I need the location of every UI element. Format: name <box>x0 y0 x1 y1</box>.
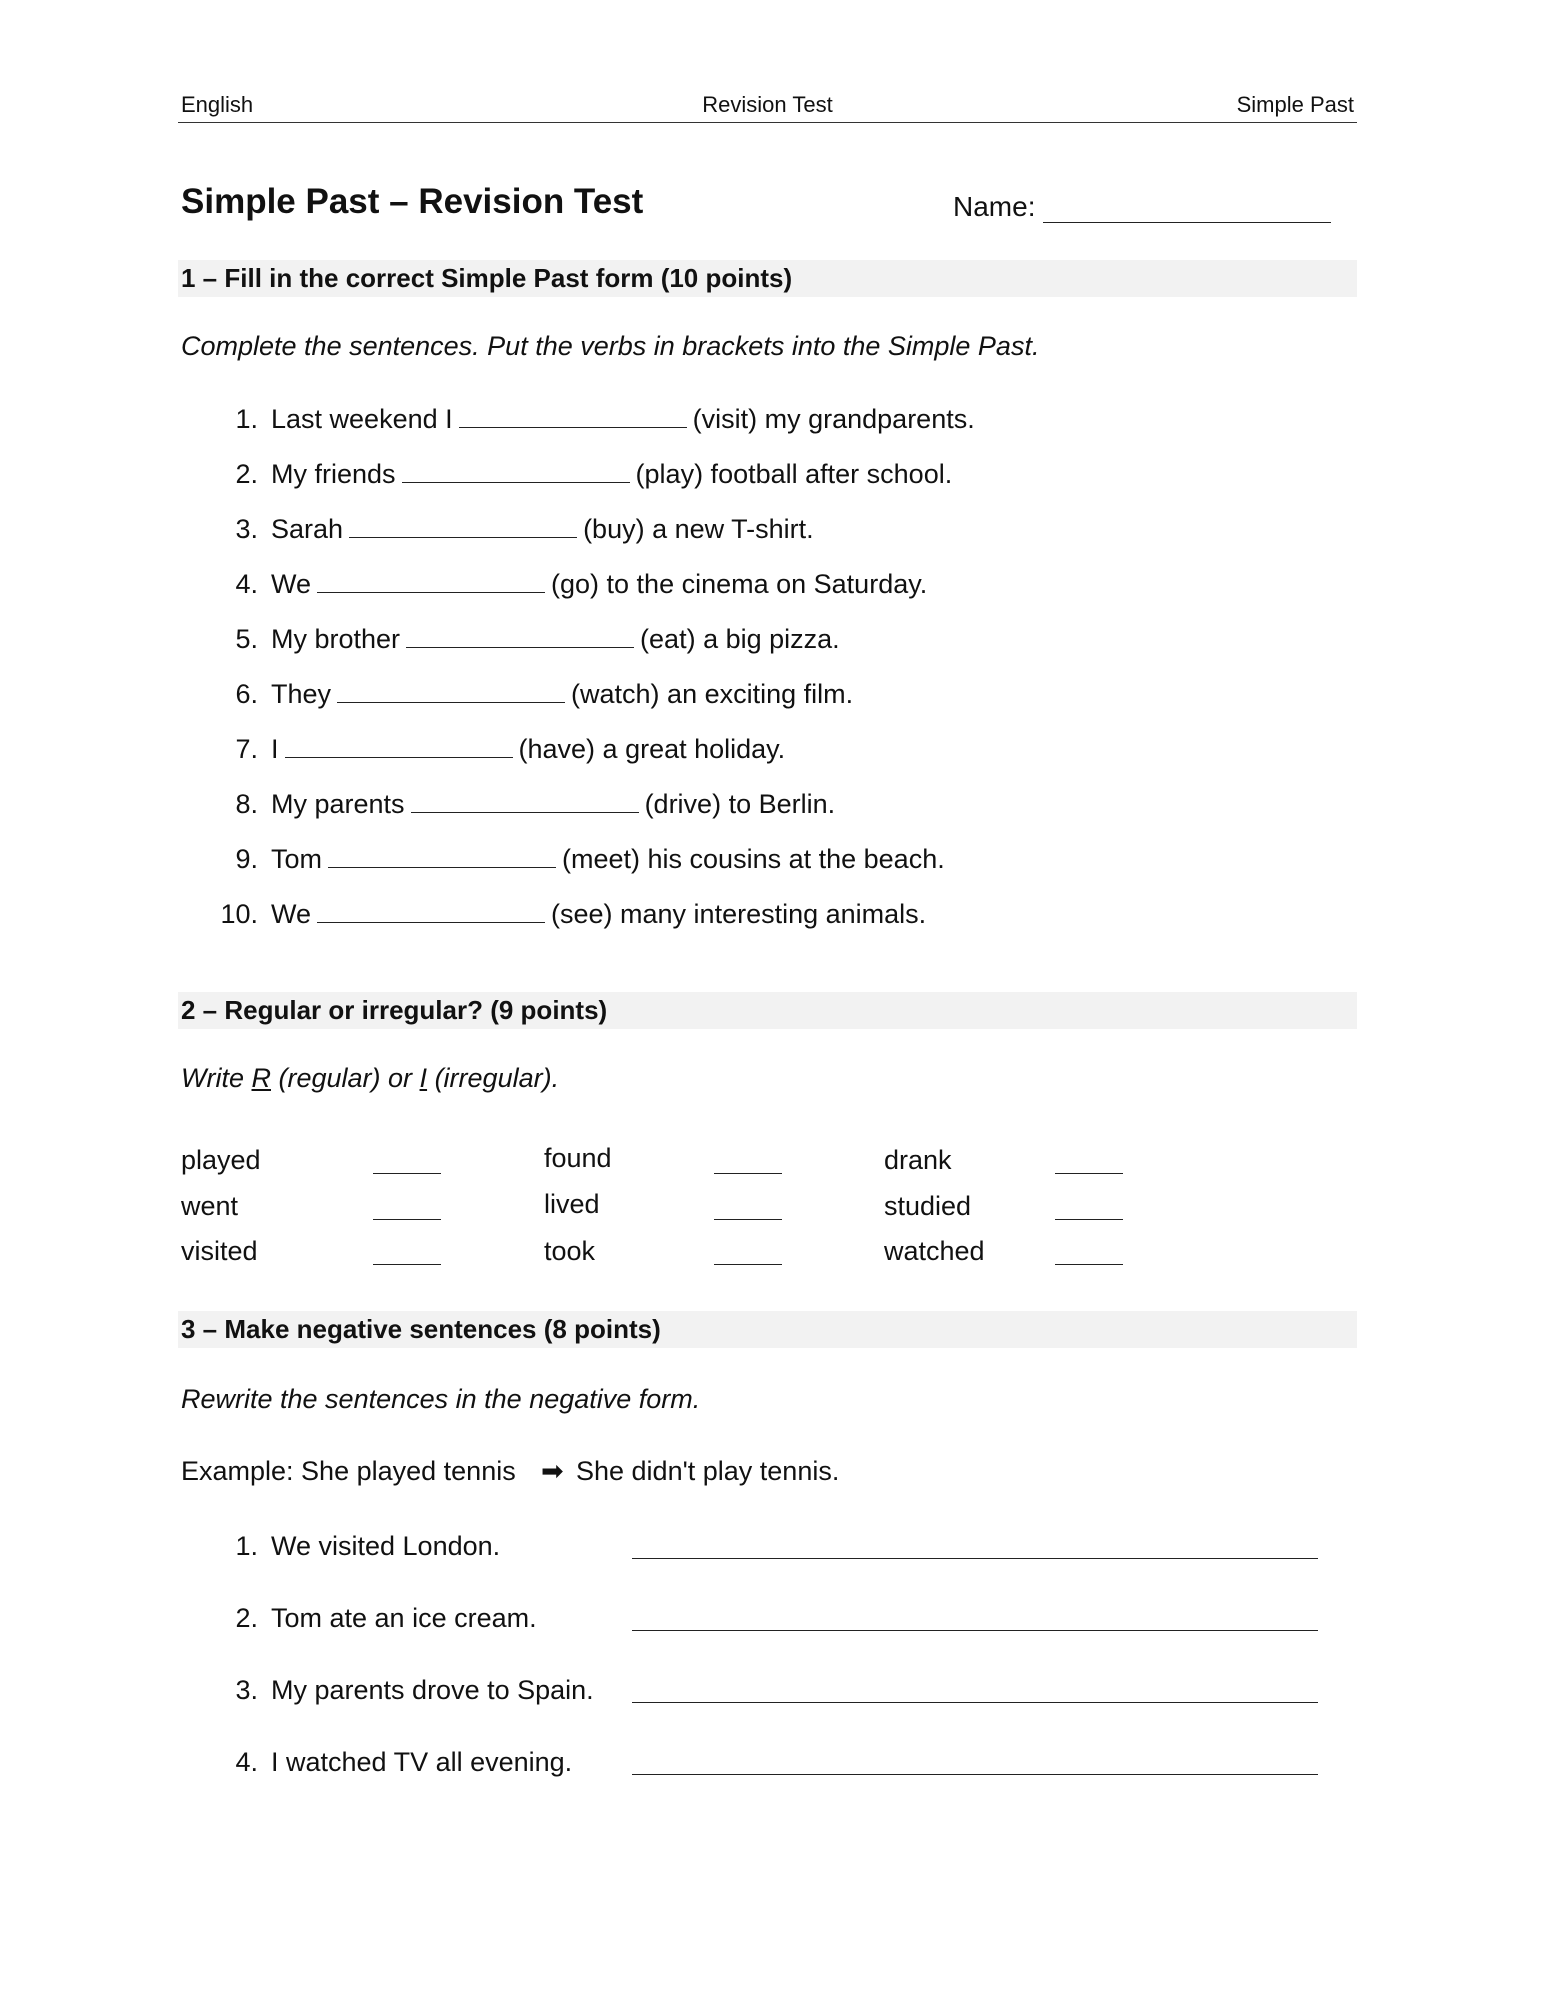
section-1-heading: 1 – Fill in the correct Simple Past form (10 points) <box>178 260 1357 297</box>
item-text-after: (buy) a new T-shirt. <box>583 514 814 544</box>
verb-answer-blank[interactable] <box>714 1173 782 1174</box>
item-text-after: (see) many interesting animals. <box>551 899 927 929</box>
item-text: Tom ate an ice cream. <box>271 1603 537 1633</box>
page-header <box>178 92 1357 123</box>
item-text-after: (watch) an exciting film. <box>571 679 854 709</box>
item-number: 3. <box>235 1675 258 1705</box>
section-1-instruction: Complete the sentences. Put the verbs in brackets into the Simple Past. <box>181 331 1040 361</box>
item-number: 7. <box>235 734 258 764</box>
name-label: Name: <box>953 191 1036 222</box>
answer-blank[interactable] <box>317 896 545 923</box>
example-prompt: Example: She played tennis <box>181 1456 516 1486</box>
item-number: 10. <box>220 899 258 929</box>
verb-answer-blank[interactable] <box>1055 1264 1123 1265</box>
answer-blank[interactable] <box>406 621 634 648</box>
header-subject: English <box>181 92 254 117</box>
item-text: I watched TV all evening. <box>271 1747 573 1777</box>
answer-blank[interactable] <box>317 566 545 593</box>
regular-marker: R <box>251 1063 271 1093</box>
verb-word: played <box>181 1145 261 1175</box>
verb-word: took <box>544 1236 596 1266</box>
item-text-after: (eat) a big pizza. <box>640 624 840 654</box>
answer-line[interactable] <box>632 1558 1318 1559</box>
item-text-before: I <box>271 734 279 764</box>
item-text-before: My parents <box>271 789 405 819</box>
irregular-marker: I <box>419 1063 428 1093</box>
item-number: 8. <box>235 789 258 819</box>
section-2-heading: 2 – Regular or irregular? (9 points) <box>178 992 1357 1029</box>
item-text-after: (meet) his cousins at the beach. <box>562 844 945 874</box>
item-number: 9. <box>235 844 258 874</box>
name-field <box>953 190 1331 223</box>
item-text-before: My friends <box>271 459 396 489</box>
section-3-heading: 3 – Make negative sentences (8 points) <box>178 1311 1357 1348</box>
page-title: Simple Past – Revision Test <box>181 182 644 221</box>
header-topic: Simple Past <box>1236 92 1354 117</box>
answer-blank[interactable] <box>411 786 639 813</box>
answer-blank[interactable] <box>349 511 577 538</box>
item-text: We visited London. <box>271 1531 501 1561</box>
verb-answer-blank[interactable] <box>373 1264 441 1265</box>
item-number: 2. <box>235 459 258 489</box>
item-number: 3. <box>235 514 258 544</box>
verb-answer-blank[interactable] <box>714 1264 782 1265</box>
item-text-after: (drive) to Berlin. <box>644 789 836 819</box>
item-text-before: Tom <box>271 844 323 874</box>
example-answer: She didn't play tennis. <box>576 1456 840 1486</box>
verb-word: found <box>544 1143 612 1173</box>
verb-answer-blank[interactable] <box>714 1219 782 1220</box>
verb-word: studied <box>884 1191 972 1221</box>
verb-answer-blank[interactable] <box>373 1219 441 1220</box>
item-text-after: (have) a great holiday. <box>518 734 786 764</box>
answer-line[interactable] <box>632 1774 1318 1775</box>
answer-blank[interactable] <box>285 731 513 758</box>
section-3-instruction: Rewrite the sentences in the negative form. <box>181 1384 701 1414</box>
answer-blank[interactable] <box>328 841 556 868</box>
verb-word: watched <box>884 1236 985 1266</box>
answer-line[interactable] <box>632 1630 1318 1631</box>
item-text-after: (play) football after school. <box>635 459 953 489</box>
verb-word: visited <box>181 1236 258 1266</box>
item-text-before: My brother <box>271 624 401 654</box>
verb-word: drank <box>884 1145 952 1175</box>
verb-word: lived <box>544 1189 600 1219</box>
verb-answer-blank[interactable] <box>1055 1173 1123 1174</box>
verb-answer-blank[interactable] <box>1055 1219 1123 1220</box>
item-number: 1. <box>235 404 258 434</box>
item-number: 4. <box>235 1747 258 1777</box>
item-number: 1. <box>235 1531 258 1561</box>
item-number: 2. <box>235 1603 258 1633</box>
item-text: My parents drove to Spain. <box>271 1675 594 1705</box>
section-2-instruction: Write R (regular) or I (irregular). <box>181 1063 560 1093</box>
item-text-before: Last weekend I <box>271 404 453 434</box>
answer-blank[interactable] <box>337 676 565 703</box>
item-text-after: (visit) my grandparents. <box>692 404 975 434</box>
item-text-before: Sarah <box>271 514 344 544</box>
item-text-before: They <box>271 679 332 709</box>
item-number: 5. <box>235 624 258 654</box>
right-arrow-icon: ➡ <box>541 1456 564 1486</box>
answer-blank[interactable] <box>402 456 630 483</box>
header-test-type: Revision Test <box>702 92 833 117</box>
example-sentence <box>181 1456 840 1487</box>
item-text-after: (go) to the cinema on Saturday. <box>551 569 928 599</box>
item-number: 6. <box>235 679 258 709</box>
answer-line[interactable] <box>632 1702 1318 1703</box>
item-text-before: We <box>271 899 312 929</box>
verb-word: went <box>181 1191 239 1221</box>
answer-blank[interactable] <box>459 401 687 428</box>
item-number: 4. <box>235 569 258 599</box>
item-text-before: We <box>271 569 312 599</box>
verb-answer-blank[interactable] <box>373 1173 441 1174</box>
name-blank-line[interactable] <box>1043 190 1331 223</box>
